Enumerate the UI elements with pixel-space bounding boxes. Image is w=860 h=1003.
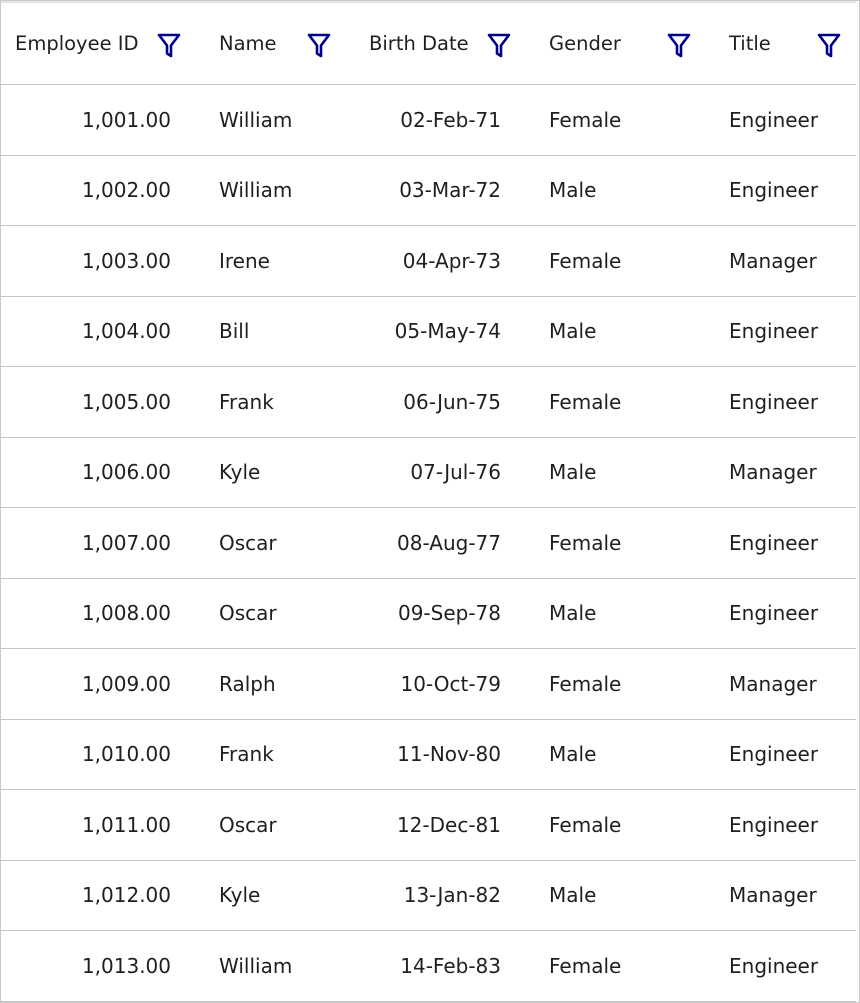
table-row[interactable] <box>1 438 856 509</box>
cell-title[interactable]: Engineer <box>729 389 819 414</box>
cell-title[interactable]: Manager <box>729 248 817 273</box>
table-row[interactable] <box>1 508 856 579</box>
cell-birth-date[interactable]: 09-Sep-78 <box>397 601 501 626</box>
cell-name[interactable]: Oscar <box>219 601 277 626</box>
cell-gender[interactable]: Male <box>549 601 597 626</box>
column-header-label: Name <box>219 32 277 55</box>
cell-employee-id[interactable]: 1,009.00 <box>81 671 171 696</box>
cell-employee-id[interactable]: 1,005.00 <box>81 389 171 414</box>
cell-name[interactable]: Frank <box>219 742 274 767</box>
cell-employee-id[interactable]: 1,003.00 <box>81 248 171 273</box>
cell-name[interactable]: William <box>219 107 293 132</box>
cell-birth-date[interactable]: 05-May-74 <box>394 319 501 344</box>
cell-gender[interactable]: Female <box>549 530 622 555</box>
cell-gender[interactable]: Male <box>549 460 597 485</box>
filter-icon[interactable] <box>157 33 181 59</box>
cell-title[interactable]: Manager <box>729 671 817 696</box>
table-row[interactable] <box>1 861 856 932</box>
cell-gender[interactable]: Male <box>549 883 597 908</box>
cell-birth-date[interactable]: 11-Nov-80 <box>397 742 501 767</box>
cell-gender[interactable]: Female <box>549 248 622 273</box>
cell-title[interactable]: Engineer <box>729 319 819 344</box>
cell-birth-date[interactable]: 07-Jul-76 <box>410 460 501 485</box>
column-header-employee-id[interactable] <box>15 3 139 84</box>
cell-birth-date[interactable]: 08-Aug-77 <box>397 530 501 555</box>
cell-title[interactable]: Engineer <box>729 742 819 767</box>
cell-gender[interactable]: Female <box>549 671 622 696</box>
cell-birth-date[interactable]: 06-Jun-75 <box>403 389 501 414</box>
cell-birth-date[interactable]: 12-Dec-81 <box>396 812 501 837</box>
cell-employee-id[interactable]: 1,004.00 <box>81 319 171 344</box>
cell-gender[interactable]: Female <box>549 107 622 132</box>
column-header-name[interactable] <box>219 3 277 84</box>
table-row[interactable] <box>1 579 856 650</box>
table-row[interactable] <box>1 720 856 791</box>
column-header-label: Gender <box>549 32 621 55</box>
header-row <box>1 1 856 85</box>
cell-gender[interactable]: Male <box>549 319 597 344</box>
column-header-birth-date[interactable] <box>369 3 469 84</box>
cell-name[interactable]: Oscar <box>219 530 277 555</box>
cell-employee-id[interactable]: 1,010.00 <box>81 742 171 767</box>
table-row[interactable] <box>1 85 856 156</box>
cell-name[interactable]: Ralph <box>219 671 276 696</box>
filter-icon[interactable] <box>487 33 511 59</box>
cell-birth-date[interactable]: 10-Oct-79 <box>400 671 501 696</box>
cell-title[interactable]: Engineer <box>729 530 819 555</box>
table-row[interactable] <box>1 931 856 1002</box>
cell-title[interactable]: Engineer <box>729 953 819 978</box>
cell-name[interactable]: Kyle <box>219 460 261 485</box>
cell-name[interactable]: William <box>219 953 293 978</box>
cell-birth-date[interactable]: 04-Apr-73 <box>402 248 501 273</box>
cell-gender[interactable]: Male <box>549 178 597 203</box>
cell-gender[interactable]: Female <box>549 812 622 837</box>
cell-employee-id[interactable]: 1,011.00 <box>81 812 171 837</box>
table-row[interactable] <box>1 367 856 438</box>
column-header-label: Birth Date <box>369 32 469 55</box>
cell-employee-id[interactable]: 1,013.00 <box>81 953 171 978</box>
cell-employee-id[interactable]: 1,006.00 <box>81 460 171 485</box>
cell-birth-date[interactable]: 03-Mar-72 <box>399 178 501 203</box>
cell-employee-id[interactable]: 1,002.00 <box>81 178 171 203</box>
cell-birth-date[interactable]: 02-Feb-71 <box>400 107 501 132</box>
cell-title[interactable]: Engineer <box>729 178 819 203</box>
table-row[interactable] <box>1 297 856 368</box>
cell-name[interactable]: Kyle <box>219 883 261 908</box>
cell-title[interactable]: Engineer <box>729 812 819 837</box>
cell-name[interactable]: Bill <box>219 319 250 344</box>
column-header-gender[interactable] <box>549 3 621 84</box>
cell-name[interactable]: William <box>219 178 293 203</box>
column-header-title[interactable] <box>729 3 771 84</box>
cell-name[interactable]: Irene <box>219 248 270 273</box>
cell-employee-id[interactable]: 1,008.00 <box>81 601 171 626</box>
cell-birth-date[interactable]: 14-Feb-83 <box>400 953 501 978</box>
cell-birth-date[interactable]: 13-Jan-82 <box>403 883 501 908</box>
column-header-label: Employee ID <box>15 32 139 55</box>
cell-gender[interactable]: Male <box>549 742 597 767</box>
cell-title[interactable]: Manager <box>729 883 817 908</box>
column-header-label: Title <box>729 32 771 55</box>
cell-name[interactable]: Frank <box>219 389 274 414</box>
cell-title[interactable]: Engineer <box>729 601 819 626</box>
filter-icon[interactable] <box>817 33 841 59</box>
table-row[interactable] <box>1 649 856 720</box>
cell-name[interactable]: Oscar <box>219 812 277 837</box>
cell-employee-id[interactable]: 1,001.00 <box>81 107 171 132</box>
filter-icon[interactable] <box>307 33 331 59</box>
cell-employee-id[interactable]: 1,007.00 <box>81 530 171 555</box>
table-row[interactable] <box>1 226 856 297</box>
filter-icon[interactable] <box>667 33 691 59</box>
cell-gender[interactable]: Female <box>549 953 622 978</box>
cell-title[interactable]: Engineer <box>729 107 819 132</box>
cell-employee-id[interactable]: 1,012.00 <box>81 883 171 908</box>
table-row[interactable] <box>1 790 856 861</box>
table-row[interactable] <box>1 156 856 227</box>
cell-title[interactable]: Manager <box>729 460 817 485</box>
cell-gender[interactable]: Female <box>549 389 622 414</box>
grid-body <box>1 85 859 1002</box>
